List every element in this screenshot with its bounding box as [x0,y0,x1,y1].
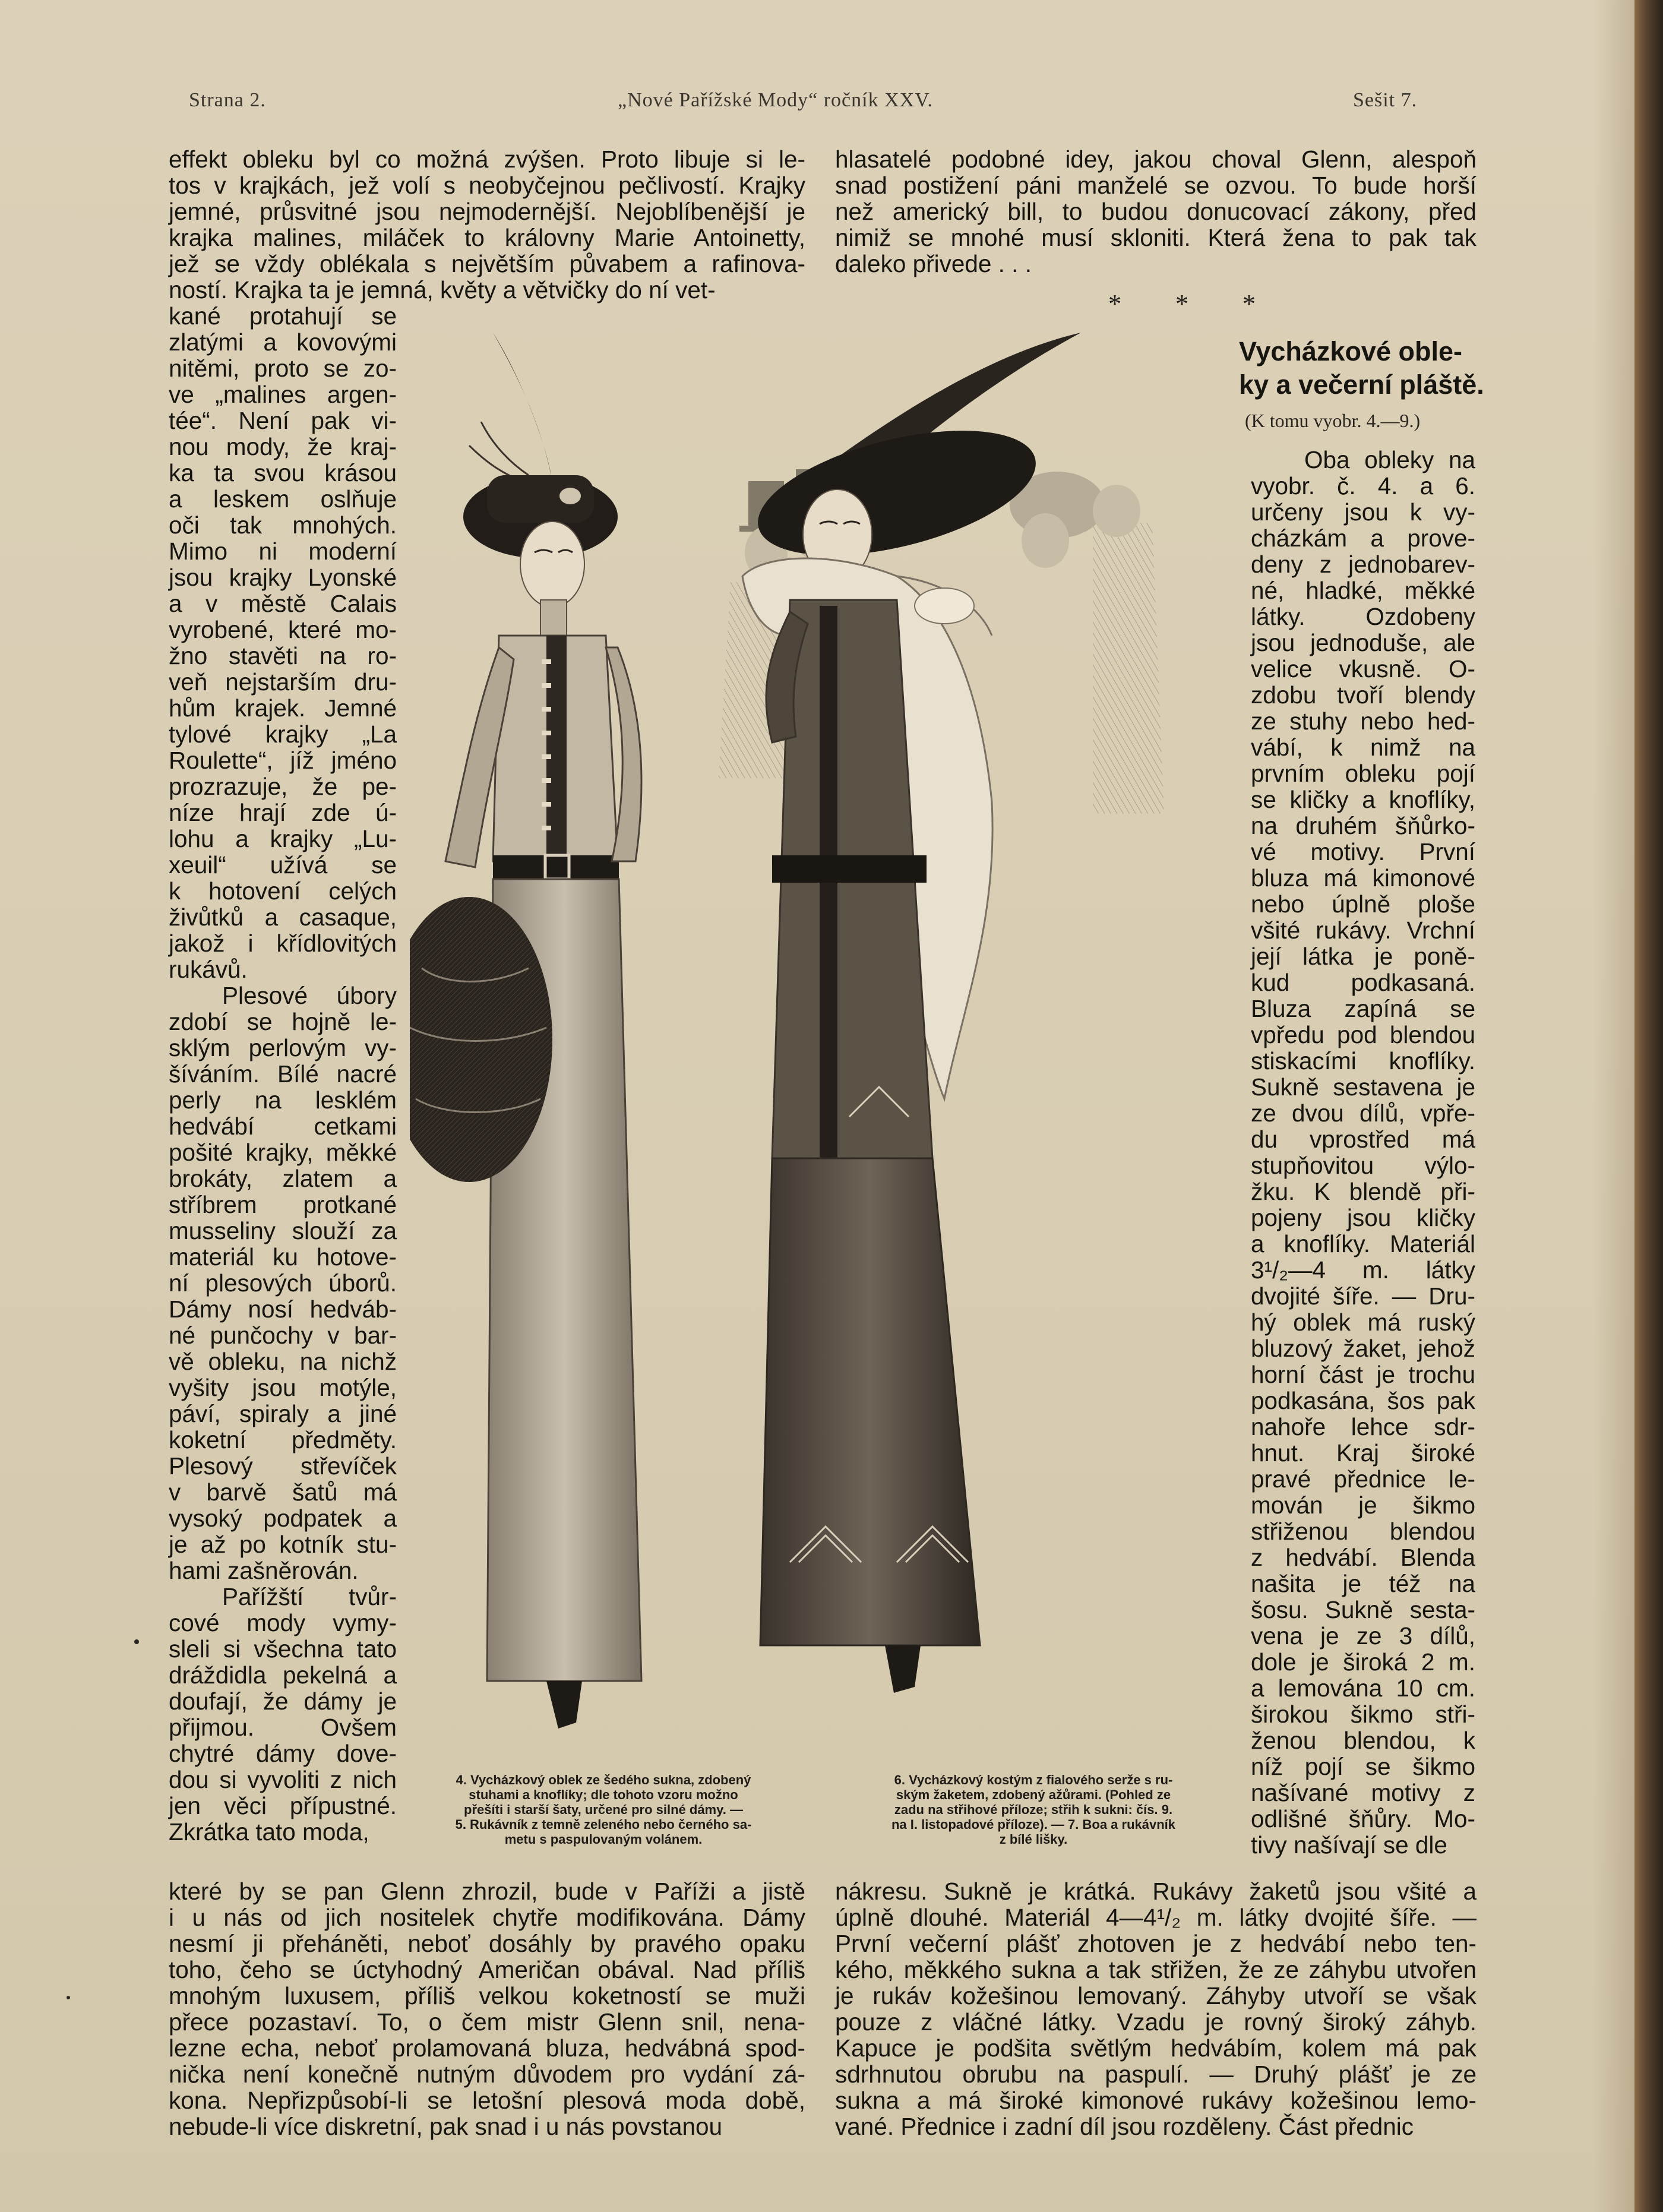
text-line: stupňovitou výlo- [1251,1152,1475,1179]
text-line: Kapuce je podšita světlým hedvábím, kolem má pak [835,2034,1477,2062]
text-line: tylové krajky „La [169,721,397,748]
text-line: dou si vyvoliti z nich [169,1766,397,1793]
text-line: vané. Přednice i zadní díl jsou rozděleny. Část přednic [835,2113,1414,2140]
text-line: lezne echa, neboť prolamovaná bluza, hedvábná spod- [169,2034,805,2062]
caption-line: 4. Vycházkový oblek ze šedého sukna, zdobený [456,1772,751,1787]
caption-line: přešíti i starší šaty, určené pro silné dámy. — [464,1802,743,1817]
text-line: je až po kotník stu- [169,1531,397,1558]
text-line: nákresu. Sukně je krátká. Rukávy žaketů jsou všité a [835,1878,1477,1905]
text-line: se kličky a knoflíky, [1251,786,1475,813]
text-line: Dámy nosí hedváb- [169,1295,397,1323]
text-line: a lemována 10 cm. [1251,1674,1475,1702]
text-line: hý oblek má ruský [1251,1309,1475,1336]
text-line: sukna a má široké kimonové rukávy kožešinou lemo- [835,2087,1477,2114]
text-line: brokáty, zlatem a [169,1165,397,1192]
text-line: níž pojí se šikmo [1251,1753,1475,1780]
text-line: úplně dlouhé. Materiál 4—4¹/₂ m. látky dvojité šíře. — [835,1904,1477,1931]
caption-line: z bílé lišky. [999,1832,1068,1847]
text-line: ka ta svou krásou [169,459,397,486]
text-line: oči tak mnohých. [169,511,397,539]
text-line: hlasatelé podobné idey, jakou choval Glenn, alespoň [835,146,1477,173]
caption-left [419,1772,788,1847]
text-line: než americký bill, to budou donucovací zákony, před [835,198,1477,225]
text-line: rukávů. [169,956,248,983]
text-line: vyšity jsou motýle, [169,1374,397,1401]
text-line: xeuil“ užívá se [169,851,397,879]
text-line: širokou šikmo stři- [1251,1701,1475,1728]
text-line: mován je šikmo [1251,1491,1475,1519]
caption-line: stuhami a knoflíky; dle tohoto vzoru možno [469,1787,738,1802]
text-line: toho, čeho se úctyhodný Američan obával. Nad příliš [169,1956,805,1983]
text-line: zlatými a kovovými [169,328,397,356]
text-line: žku. K blendě při- [1251,1178,1475,1205]
text-line: sdrhnutou obrubu na paspulí. — Druhý plášť je ze [835,2061,1477,2088]
text-line: hami zašněrován. [169,1557,359,1584]
text-line: v barvě šatů má [169,1478,397,1506]
text-line: jsou krajky Lyonské [169,564,397,591]
text-line: které by se pan Glenn zhrozil, bude v Paříži a jistě [169,1878,805,1905]
print-speck [67,1996,70,1999]
text-line: kud podkasaná. [1251,969,1475,996]
right-column-conclusion [835,1878,1477,2140]
text-line: dráždidla pekelná a [169,1661,397,1689]
text-line: dvojité šíře. — Dru- [1251,1282,1475,1310]
text-line: hům krajek. Jemné [169,694,397,722]
text-line: a v městě Calais [169,590,397,617]
text-line: Plesový střevíček [169,1452,397,1480]
text-line: Pařížští tvůr- [222,1583,397,1610]
section-title-line-1: Vycházkové oble- [1239,336,1462,366]
text-line: vysoký podpatek a [169,1505,397,1532]
text-line: stříbrem protkané [169,1191,397,1218]
text-line: a knoflíky. Materiál [1251,1230,1475,1257]
text-line: žno stavěti na ro- [169,642,397,669]
text-line: du vprostřed má [1251,1126,1475,1153]
text-line: mnohým luxusem, příliš velkou koketností se muži [169,1982,805,2009]
text-line: perly na lesklém [169,1086,397,1114]
text-line: látky. Ozdobeny [1251,603,1475,630]
text-line: 3¹/₂—4 m. látky [1251,1256,1475,1284]
section-separator: * * * [1108,289,1279,318]
text-line: níze hrají zde ú- [169,799,397,826]
caption-line: ským žaketem, zdobený ažůrami. (Pohled ze [896,1787,1171,1802]
text-line: ní plesových úborů. [169,1269,397,1297]
text-line: a leskem oslňuje [169,485,397,513]
text-line: kané protahují se [169,302,397,330]
text-line: nička není konečně nutným důvodem pro vydání zá- [169,2061,805,2088]
text-line: effekt obleku byl co možná zvýšen. Proto libuje si le- [169,146,805,173]
text-line: snad postižení páni manželé se ozvou. To bude horší [835,172,1477,199]
text-line: tos v krajkách, jež volí s neobyčejnou pečlivostí. Krajky [169,172,805,199]
text-line: nahoře lehce sdr- [1251,1413,1475,1440]
text-line: tée“. Není pak vi- [169,407,397,434]
text-line: vé motivy. První [1251,838,1475,865]
left-column-intro [169,146,805,303]
text-line: sleli si všechna tato [169,1635,397,1663]
text-line: kého, měkkého sukna a tak střižen, že ze záhybu utvořen [835,1956,1477,1983]
text-line: určeny jsou k vy- [1251,498,1475,526]
text-line: né, hladké, měkké [1251,577,1475,604]
text-line: dole je široká 2 m. [1251,1648,1475,1676]
running-title: „Nové Pařížské Mody“ ročník XXV. [618,89,933,111]
text-line: Mimo ni moderní [169,538,397,565]
text-line: živůtků a casaque, [169,903,397,931]
text-line: krajka malines, miláček to královny Marie Antoinetty, [169,224,805,251]
text-line: cházkám a prove- [1251,524,1475,552]
text-line: z hedvábí. Blenda [1251,1544,1475,1571]
text-line: Bluza zapíná se [1251,995,1475,1022]
text-line: vyrobené, které mo- [169,616,397,643]
text-line: jen věci přípustné. [169,1792,397,1819]
text-line: nebo úplně ploše [1251,890,1475,918]
print-speck [134,1639,139,1644]
text-line: zdobí se hojně le- [169,1008,397,1035]
left-column-narrow-text [169,303,397,1845]
text-line: i u nás od jich nositelek chytře modifikována. Dámy [169,1904,805,1931]
text-line: nesmí ji přeháněti, neboť dosáhly by pravého opaku [169,1930,805,1957]
text-line: lohu a krajky „Lu- [169,825,397,852]
caption-right [837,1772,1229,1847]
text-line: bluzový žaket, jehož [1251,1335,1475,1362]
text-line: koketní předměty. [169,1426,397,1453]
text-line: jež se vždy oblékala s největším půvabem a rafinova- [169,250,805,277]
text-line: ve „malines argen- [169,381,397,408]
text-line: k hotovení celých [169,877,397,905]
text-line: šíváním. Bílé nacré [169,1060,397,1088]
text-line: vě obleku, na nichž [169,1348,397,1375]
text-line: Plesové úbory [222,982,397,1009]
text-line: nebude-li více diskretní, pak snad i u nás povstanou [169,2113,723,2140]
text-line: tivy našívají se dle [1251,1831,1447,1859]
left-lady-drawing [410,333,641,1728]
right-column-intro [835,146,1477,277]
text-line: podkasána, šos pak [1251,1387,1475,1414]
text-line: Zkrátka tato moda, [169,1818,369,1846]
text-line: daleko přivede . . . [835,250,1032,277]
text-line: První večerní plášť zhotoven je z hedvábí nebo ten- [835,1930,1477,1957]
text-line: sklým perlovým vy- [169,1034,397,1061]
text-line: vábí, k nimž na [1251,734,1475,761]
text-line: jsou jednoduše, ale [1251,629,1475,656]
caption-line: na I. listopadové příloze). — 7. Boa a rukávník [891,1817,1176,1832]
text-line: odlišné šňůry. Mo- [1251,1805,1475,1832]
page-number: Strana 2. [189,89,266,111]
text-line: střiženou blendou [1251,1518,1475,1545]
caption-line: 5. Rukávník z temně zeleného nebo černého sa- [455,1817,752,1832]
text-line: kona. Nepřizpůsobí-li se letošní plesová moda době, [169,2087,805,2114]
text-line: Roulette“, jíž jméno [169,747,397,774]
caption-line: metu s paspulovaným volánem. [504,1832,703,1847]
section-title-line-2: ky a večerní pláště. [1239,369,1484,400]
text-line: veň nejstarším dru- [169,668,397,696]
text-line: páví, spiraly a jiné [169,1400,397,1427]
text-line: horní část je trochu [1251,1361,1475,1388]
left-column-conclusion [169,1878,805,2140]
text-line: všité rukávy. Vrchní [1251,917,1475,944]
issue-number: Sešit 7. [1353,89,1418,111]
text-line: nitěmi, proto se zo- [169,355,397,382]
text-line: stiskacími knoflíky. [1251,1047,1475,1075]
section-subtitle: (K tomu vyobr. 4.—9.) [1245,410,1421,431]
text-line: cové mody vymy- [169,1609,397,1636]
text-line: ženou blendou, k [1251,1727,1475,1754]
text-line: velice vkusně. O- [1251,655,1475,682]
text-line: pravé přednice le- [1251,1465,1475,1493]
text-line: vena je ze 3 dílů, [1251,1622,1475,1649]
text-line: je rukáv kožešinou lemovaný. Záhyby utvoří se však [835,1982,1477,2009]
caption-line: zadu na střihové příloze; střih k sukni: čís. 9. [894,1802,1173,1817]
text-line: bluza má kimonové [1251,864,1475,892]
binding-edge [1634,0,1663,2212]
text-line: vyobr. č. 4. a 6. [1251,472,1475,500]
text-line: našívané motivy z [1251,1779,1475,1806]
text-line: přijmou. Ovšem [169,1714,397,1741]
text-line: zdobu tvoří blendy [1251,681,1475,709]
right-column-narrow-text [1251,447,1475,1858]
text-line: ze dvou dílů, vpře- [1251,1099,1475,1127]
text-line: materiál ku hotove- [169,1243,397,1271]
text-line: Sukně sestavena je [1251,1073,1475,1101]
text-line: ze stuhy nebo hed- [1251,707,1475,735]
text-line: nimiž se mnohé musí skloniti. Která žena to pak tak [835,224,1477,251]
text-line: Oba obleky na [1304,446,1475,473]
section-title [1239,335,1484,402]
text-line: prvním obleku pojí [1251,760,1475,787]
text-line: jemné, průsvitné jsou nejmodernější. Nejoblíbenější je [169,198,805,225]
text-line: musseliny slouží za [169,1217,397,1244]
text-line: chytré dámy dove- [169,1740,397,1767]
text-line: pojeny jsou kličky [1251,1204,1475,1231]
text-line: deny z jednobarev- [1251,551,1475,578]
text-line: vpředu pod blendou [1251,1021,1475,1048]
text-line: její látka je poně- [1251,943,1475,970]
text-line: přece pozastaví. To, o čem mistr Glenn snil, nena- [169,2008,805,2036]
text-line: pošité krajky, měkké [169,1139,397,1166]
text-line: hnut. Kraj široké [1251,1439,1475,1467]
text-line: na druhém šňůrko- [1251,812,1475,839]
text-line: nou mody, že kraj- [169,433,397,460]
text-line: doufají, že dámy je [169,1688,397,1715]
text-line: pouze z vláčné látky. Vzadu je rovný široký záhyb. [835,2008,1477,2036]
text-line: jakož i křídlovitých [169,930,397,957]
text-line: šosu. Sukně sesta- [1251,1596,1475,1623]
text-line: né punčochy v bar- [169,1322,397,1349]
text-line: hedvábí cetkami [169,1113,397,1140]
fashion-illustration [410,327,1265,1788]
text-line: ností. Krajka ta je jemná, květy a větvičky do ní vet- [169,276,716,304]
caption-line: 6. Vycházkový kostým z fialového serže s ru- [894,1772,1173,1787]
text-line: prozrazuje, že pe- [169,773,397,800]
text-line: našita je též na [1251,1570,1475,1597]
